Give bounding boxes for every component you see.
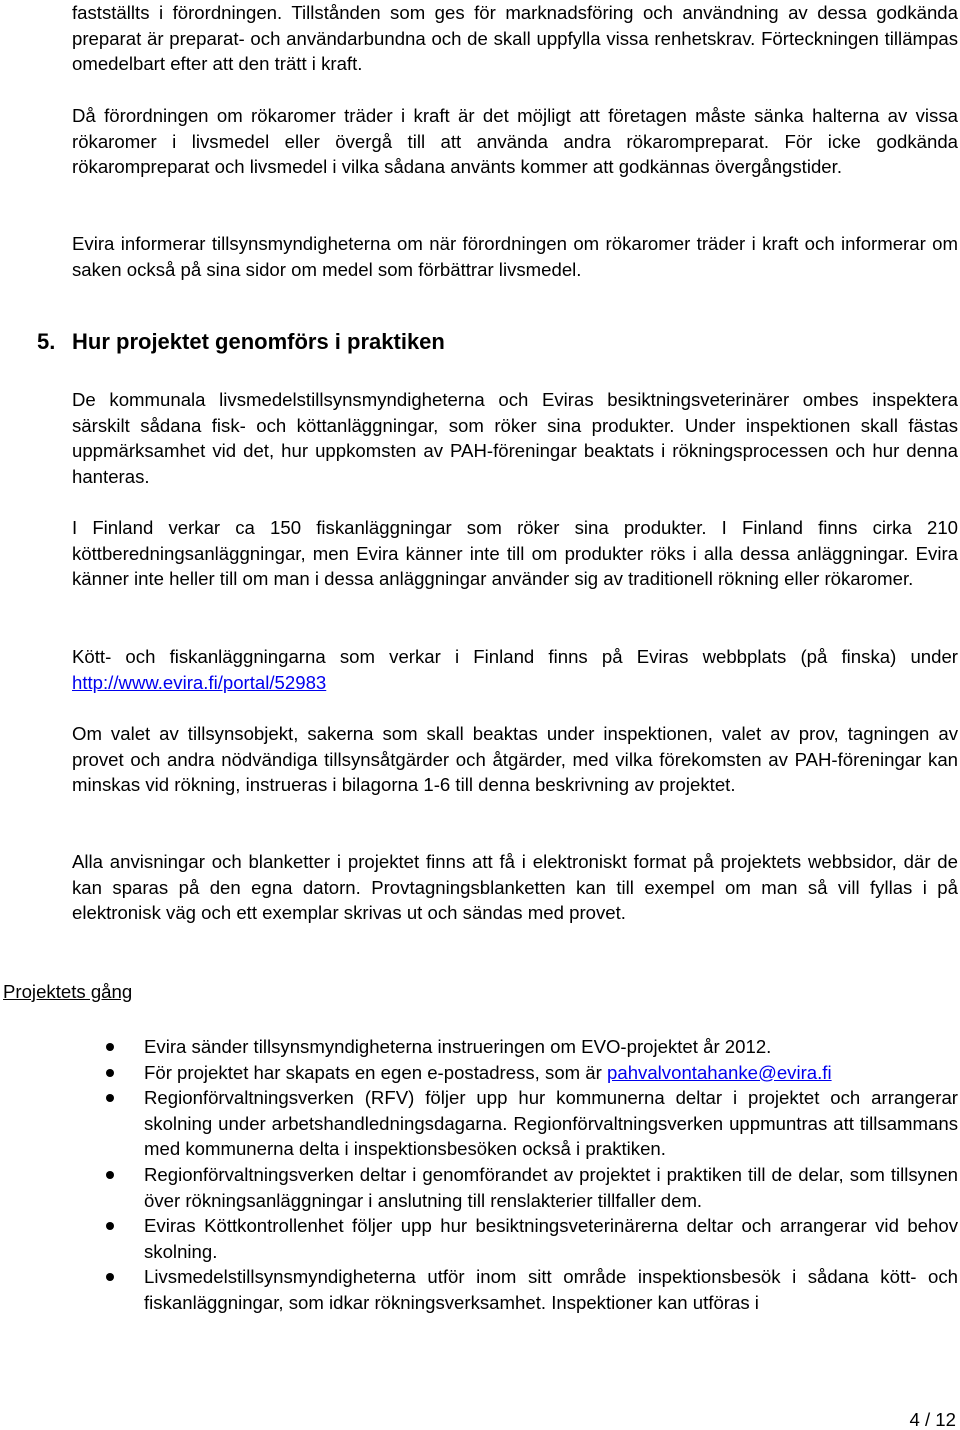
evira-portal-link[interactable]: http://www.evira.fi/portal/52983 xyxy=(72,671,327,693)
list-item xyxy=(0,1264,958,1315)
bullet-icon xyxy=(106,1273,114,1281)
list-item-text: Evira sänder tillsynsmyndigheterna instrueringen om EVO-projektet år 2012. xyxy=(144,1036,772,1057)
intro-paragraph-3: Evira informerar tillsynsmyndigheterna om när förordningen om rökaromer träder i kraft och informerar om saken också på sina sidor om medel som förbättrar livsmedel. xyxy=(72,233,958,280)
list-item-text: Regionförvaltningsverken (RFV) följer upp hur kommunerna deltar i projektet och arrangerar skolning under arbetshandledningsdagarna. Regionförvaltningsverken uppmuntras att tillsammans med kommunerna delta i inspektionsbesöken också i praktiken. xyxy=(144,1087,958,1160)
list-item xyxy=(0,1034,958,1060)
section-title: Hur projektet genomförs i praktiken xyxy=(72,329,445,354)
list-item-text: Livsmedelstillsynsmyndigheterna utför inom sitt område inspektionsbesök i sådana kött- och fiskanläggningar, som idkar rökningsverksamhet. Inspektioner kan utföras i xyxy=(144,1266,958,1313)
list-item-text: Eviras Köttkontrollenhet följer upp hur besiktningsveterinärerna deltar och arrangerar vid behov skolning. xyxy=(144,1215,958,1262)
bullet-icon xyxy=(106,1069,114,1077)
list-item xyxy=(0,1162,958,1213)
body-paragraph-1: De kommunala livsmedelstillsynsmyndigheterna och Eviras besiktningsveterinärer ombes inspektera särskilt sådana fisk- och köttanläggningar, som röker sina produkter. Under inspektionen skall fästas uppmärksamhet vid det, hur uppkomsten av PAH-föreningar beaktats i rökningsprocessen och hur denna hanteras. xyxy=(72,389,958,487)
list-item xyxy=(0,1213,958,1264)
intro-paragraph-1: fastställts i förordningen. Tillstånden som ges för marknadsföring och användning av dessa godkända preparat är preparat- och användarbundna och de skall uppfylla vissa renhetskrav. Förteckningen tillämpas omedelbart efter att den trätt i kraft. xyxy=(72,2,958,75)
list-item xyxy=(0,1060,958,1086)
list-item-text: Regionförvaltningsverken deltar i genomförandet av projektet i praktiken till de delar, som tillsynen över rökningsanläggningar i anslutning till renslakterier tillfaller dem. xyxy=(144,1163,958,1211)
section-heading xyxy=(37,326,445,358)
intro-paragraph-2: Då förordningen om rökaromer träder i kraft är det möjligt att företagen måste sänka halterna av vissa rökaromer i livsmedel eller övergå till att använda andra rökarompreparat. För icke godkända rökarompreparat och livsmedel i vilka sådana använts kommer att godkännas övergångstider. xyxy=(72,105,958,178)
body-paragraph-2: I Finland verkar ca 150 fiskanläggningar som röker sina produkter. I Finland finns cirka 210 köttberedningsanläggningar, men Evira känner inte till om produkter röks i alla dessa anläggningar. Evira känner inte heller till om man i dessa anläggningar använder sig av traditionell rökning eller rökaromer. xyxy=(72,517,958,590)
section-number: 5. xyxy=(37,329,56,354)
list-item-text: För projektet har skapats en egen e-postadress, som är xyxy=(144,1061,608,1083)
list-item xyxy=(0,1085,958,1162)
bullet-icon xyxy=(106,1043,114,1051)
bullet-icon xyxy=(106,1171,114,1179)
body-paragraph-4: Om valet av tillsynsobjekt, sakerna som skall beaktas under inspektionen, valet av prov, tagningen av provet och andra nödvändiga tillsynsåtgärder och åtgärder, med vilka förekomsten av PAH-föreningar kan minskas vid rökning, instrueras i bilagorna 1-6 till denna beskrivning av projektet. xyxy=(72,723,958,796)
page-number: 4 / 12 xyxy=(909,1409,956,1430)
body-paragraph-5: Alla anvisningar och blanketter i projektet finns att få i elektroniskt format på projektets webbsidor, där de kan sparas på den egna datorn. Provtagningsblanketten kan till exempel om man så vill fyllas i på elektronisk väg och ett exemplar skrivas ut och sändas med provet. xyxy=(72,851,958,924)
body-paragraph-3-text: Kött- och fiskanläggningarna som verkar i Finland finns på Eviras webbplats (på finska) under xyxy=(72,646,958,667)
email-link[interactable]: pahvalvontahanke@evira.fi xyxy=(607,1061,832,1083)
progress-heading: Projektets gång xyxy=(3,981,133,1002)
body-paragraph-3 xyxy=(72,644,958,695)
bullet-icon xyxy=(106,1094,114,1102)
bullet-icon xyxy=(106,1222,114,1230)
progress-list xyxy=(0,1034,958,1316)
